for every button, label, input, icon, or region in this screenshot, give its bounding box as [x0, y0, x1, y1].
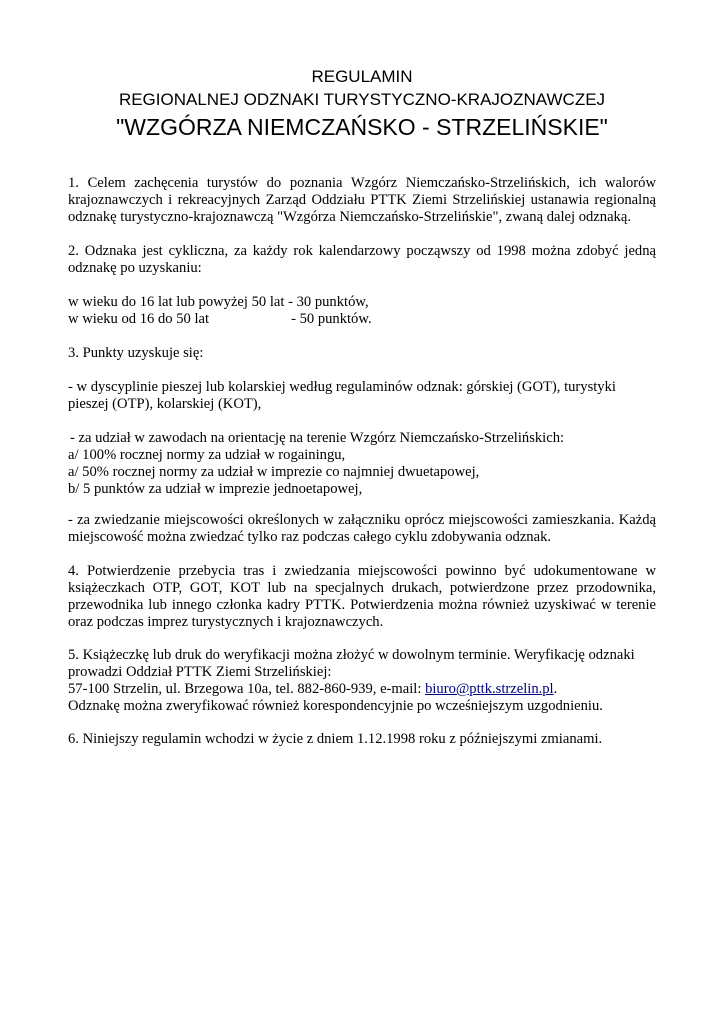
paragraph-3-item-a: [68, 379, 656, 413]
paragraph-6-line-1: 6. Niniejszy regulamin wchodzi w życie z dniem 1.12.1998 roku z późniejszymi zmianami.: [68, 731, 603, 747]
paragraph-5-line-2: prowadzi Oddział PTTK Ziemi Strzelińskiej:: [68, 664, 332, 680]
paragraph-3-item-a-line-1: - w dyscyplinie pieszej lub kolarskiej według regulaminów odznak: górskiej (GOT), turystyki: [68, 379, 616, 395]
contact-address: 57-100 Strzelin, ul. Brzegowa 10a, tel. 882-860-939, e-mail:: [68, 681, 426, 697]
paragraph-4-line-3: przewodnika lub innego członka kadry PTTK. Potwierdzenia można również uzyskiwać w terenie: [68, 597, 656, 613]
email-link[interactable]: biuro@pttk.strzelin.pl: [425, 681, 554, 697]
paragraph-4-line-4: oraz podczas imprez turystycznych i krajoznawczych.: [68, 614, 384, 630]
paragraph-3-item-c-line-2: miejscowość można zwiedzać tylko raz podczas całego cyklu zdobywania odznak.: [68, 529, 552, 545]
paragraph-3-item-a-line-2: pieszej (OTP), kolarskiej (KOT),: [68, 396, 262, 412]
paragraph-3-item-c-line-1: - za zwiedzanie miejscowości określonych w załączniku oprócz miejscowości zamieszkania. Każdą: [68, 512, 656, 528]
paragraph-1-line-2: krajoznawczych i rekreacyjnych Zarząd Oddziału PTTK Ziemi Strzelińskiej ustanawia regionalną: [68, 192, 656, 208]
contact-suffix: .: [553, 681, 558, 697]
paragraph-3-item-b-line-4: b/ 5 punktów za udział w imprezie jednoetapowej,: [68, 481, 363, 497]
paragraph-1-line-3: odznakę turystyczno-krajoznawczą "Wzgórza Niemczańsko-Strzelińskie", zwaną dalej odznaką.: [68, 209, 631, 225]
paragraph-3-item-c: [68, 512, 656, 546]
paragraph-4-line-1: 4. Potwierdzenie przebycia tras i zwiedzania miejscowości powinno być udokumentowane w: [68, 563, 656, 579]
paragraph-2-line-2: odznakę po uzyskaniu:: [68, 260, 202, 276]
points-row-1: w wieku do 16 lat lub powyżej 50 lat - 30 punktów,: [68, 294, 369, 310]
paragraph-5-line-3: [68, 681, 656, 698]
document-title: REGULAMIN: [311, 67, 413, 86]
points-row-2-value: - 50 punktów.: [291, 311, 372, 327]
points-table: [68, 294, 656, 328]
paragraph-3-title: [68, 345, 656, 362]
paragraph-3-item-b: [68, 430, 656, 498]
paragraph-2-line-1: 2. Odznaka jest cykliczna, za każdy rok kalendarzowy począwszy od 1998 można zdobyć jedną: [68, 243, 656, 259]
points-row-2-label: w wieku od 16 do 50 lat: [68, 311, 210, 327]
paragraph-3-item-b-line-3: a/ 50% rocznej normy za udział w imprezie co najmniej dwuetapowej,: [68, 464, 480, 480]
paragraph-6: [68, 731, 656, 748]
paragraph-4-line-2: książeczkach OTP, GOT, KOT lub na specjalnych drukach, potwierdzone przez przodownika,: [68, 580, 656, 596]
paragraph-2: [68, 243, 656, 277]
paragraph-5-line-1: 5. Książeczkę lub druk do weryfikacji można złożyć w dowolnym terminie. Weryfikację odznaki: [68, 647, 635, 663]
paragraph-3-item-b-line-2: a/ 100% rocznej normy za udział w rogainingu,: [68, 447, 346, 463]
paragraph-1-line-1: 1. Celem zachęcenia turystów do poznania Wzgórz Niemczańsko-Strzelińskich, ich walorów: [68, 175, 656, 191]
paragraph-5-line-4: Odznakę można zweryfikować również korespondencyjnie po wcześniejszym uzgodnieniu.: [68, 698, 603, 714]
points-row-2: [68, 311, 656, 328]
paragraph-3-item-b-line-1: - za udział w zawodach na orientację na terenie Wzgórz Niemczańsko-Strzelińskich:: [70, 430, 565, 446]
paragraph-3-title-text: 3. Punkty uzyskuje się:: [68, 345, 204, 361]
badge-name-heading: "WZGÓRZA NIEMCZAŃSKO - STRZELIŃSKIE": [116, 114, 608, 140]
paragraph-5: [68, 647, 656, 715]
document-subtitle: REGIONALNEJ ODZNAKI TURYSTYCZNO-KRAJOZNAWCZEJ: [118, 90, 606, 109]
paragraph-1: [68, 175, 656, 226]
paragraph-4: [68, 563, 656, 631]
